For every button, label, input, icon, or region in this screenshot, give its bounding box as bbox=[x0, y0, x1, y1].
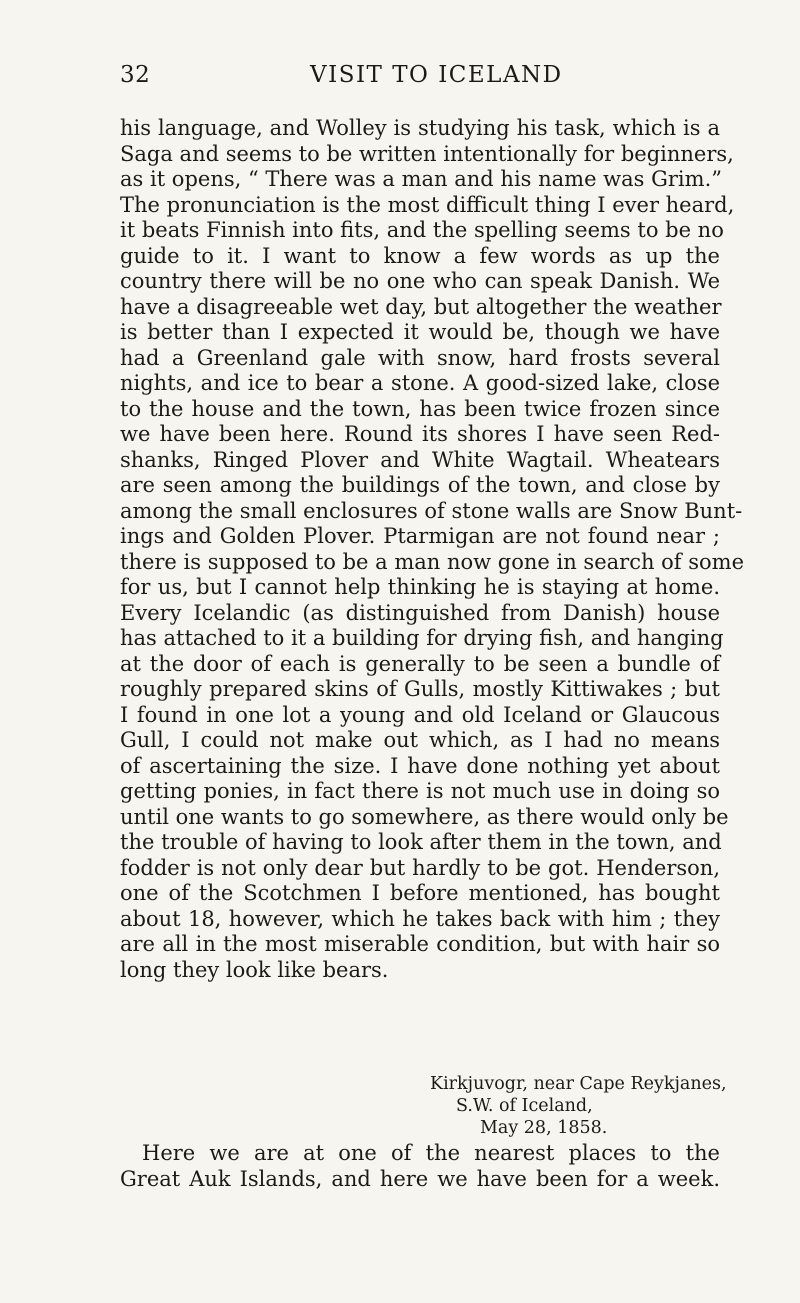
dateline-place: Kirkjuvogr, near Cape Reykjanes, bbox=[430, 1074, 727, 1094]
text-line: are all in the most miserable condition, but with hair so bbox=[120, 932, 720, 956]
text-line: there is supposed to be a man now gone in search of some bbox=[120, 549, 745, 574]
text-line: Here we are at one of the nearest places to the bbox=[142, 1141, 720, 1165]
text-line: guide to it. I want to know a few words as up the bbox=[120, 243, 720, 268]
text-line: Gull, I could not make out which, as I had no means bbox=[120, 728, 720, 752]
text-line: had a Greenland gale with snow, hard frosts several bbox=[120, 345, 720, 370]
paragraph-main bbox=[120, 116, 745, 983]
text-line: it beats Finnish into fits, and the spelling seems to be no bbox=[120, 218, 724, 242]
text-line: one of the Scotchmen I before mentioned, has bought bbox=[120, 881, 720, 905]
text-line: at the door of each is generally to be seen a bundle of bbox=[120, 651, 720, 676]
text-line: have a disagreeable wet day, but altogether the weather bbox=[120, 294, 722, 319]
text-line: of ascertaining the size. I have done nothing yet about bbox=[120, 753, 720, 778]
letter-dateline bbox=[430, 1073, 727, 1139]
page-number: 32 bbox=[120, 62, 151, 88]
text-line: among the small enclosures of stone walls are Snow Bunt- bbox=[120, 498, 743, 523]
dateline-region: S.W. of Iceland, bbox=[456, 1096, 593, 1116]
paragraph-letter bbox=[120, 1141, 720, 1192]
text-line-last: long they look like bears. bbox=[120, 957, 389, 982]
text-line: roughly prepared skins of Gulls, mostly Kittiwakes ; but bbox=[120, 677, 720, 701]
text-line: to the house and the town, has been twice frozen since bbox=[120, 396, 720, 421]
text-line: Saga and seems to be written intentionally for beginners, bbox=[120, 141, 734, 166]
text-line: nights, and ice to bear a stone. A good-sized lake, close bbox=[120, 371, 720, 395]
text-line: fodder is not only dear but hardly to be got. Henderson, bbox=[120, 855, 720, 880]
text-line: The pronunciation is the most difficult thing I ever heard, bbox=[120, 192, 735, 217]
text-line: Every Icelandic (as distinguished from Danish) house bbox=[120, 600, 720, 625]
text-line: as it opens, “ There was a man and his name was Grim.” bbox=[120, 167, 722, 191]
text-line: about 18, however, which he takes back with him ; they bbox=[120, 906, 720, 931]
text-line: ings and Golden Plover. Ptarmigan are not found near ; bbox=[120, 524, 720, 548]
text-line: for us, but I cannot help thinking he is staying at home. bbox=[120, 575, 720, 599]
text-line: are seen among the buildings of the town, and close by bbox=[120, 473, 720, 497]
text-line: shanks, Ringed Plover and White Wagtail. Wheatears bbox=[120, 447, 720, 472]
text-line: has attached to it a building for drying fish, and hanging bbox=[120, 626, 724, 650]
page-header bbox=[120, 62, 720, 92]
text-line: I found in one lot a young and old Iceland or Glaucous bbox=[120, 702, 720, 727]
text-line: until one wants to go somewhere, as there would only be bbox=[120, 804, 729, 829]
text-line: his language, and Wolley is studying his task, which is a bbox=[120, 116, 720, 140]
text-line: country there will be no one who can speak Danish. We bbox=[120, 269, 720, 293]
text-line: we have been here. Round its shores I have seen Red- bbox=[120, 422, 720, 446]
dateline-date: May 28, 1858. bbox=[480, 1118, 608, 1138]
text-line: is better than I expected it would be, though we have bbox=[120, 320, 720, 344]
running-title: VISIT TO ICELAND bbox=[310, 62, 563, 88]
text-line: Great Auk Islands, and here we have been for a week. bbox=[120, 1166, 720, 1191]
text-line: the trouble of having to look after them in the town, and bbox=[120, 830, 722, 854]
text-line: getting ponies, in fact there is not much use in doing so bbox=[120, 779, 720, 803]
